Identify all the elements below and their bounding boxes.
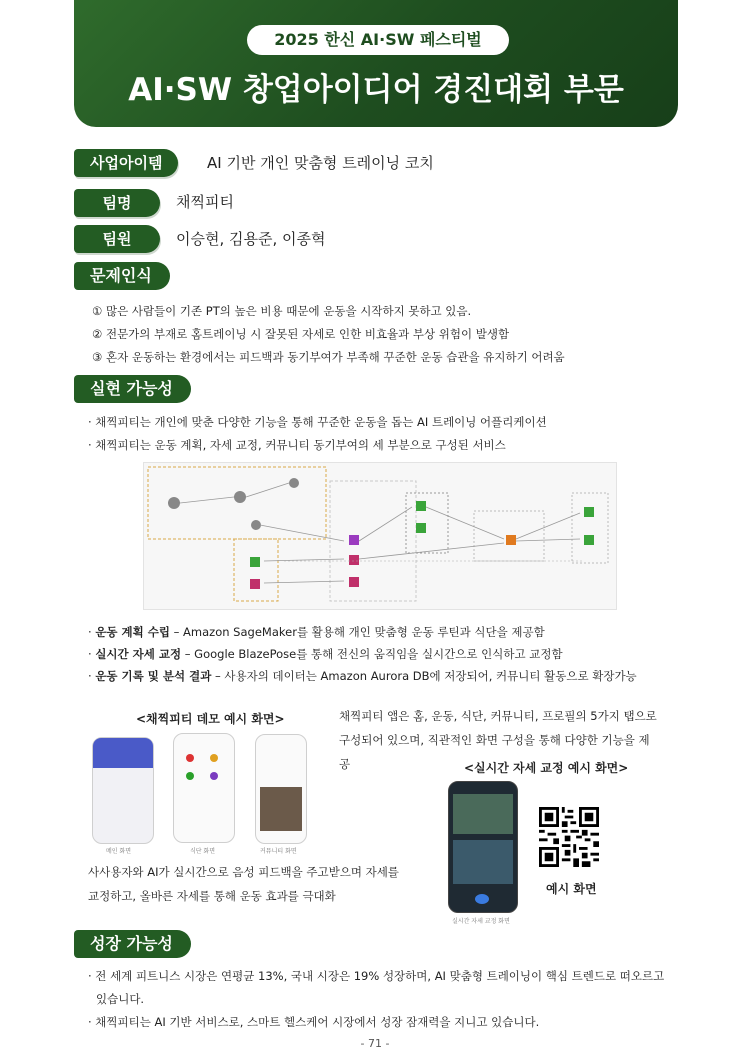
feature-item: · 운동 기록 및 분석 결과 – 사용자의 데이터는 Amazon Aurora DB에 저장되어, 커뮤니티 활동으로 확장가능 <box>88 669 637 683</box>
growth-section-title: 성장 가능성 <box>74 930 191 958</box>
growth-item: · 채찍피티는 AI 기반 서비스로, 스마트 헬스케어 시장에서 성장 잠재력을 지니고 있습니다. <box>88 1015 540 1029</box>
architecture-diagram <box>143 462 617 610</box>
problem-section-title: 문제인식 <box>74 262 170 290</box>
phone-caption: 실시간 자세 교정 화면 <box>452 918 510 925</box>
qr-code-icon <box>539 807 599 867</box>
diet-screen-mockup <box>173 733 235 843</box>
problem-item: ① 많은 사람들이 기존 PT의 높은 비용 때문에 운동을 시작하지 못하고 있음. <box>92 304 472 318</box>
business-item-value: AI 기반 개인 맞춤형 트레이닝 코치 <box>207 154 434 172</box>
demo-description: 채찍피티 앱은 홈, 운동, 식단, 커뮤니티, 프로필의 5가지 탭으로 구성되어 있으며, 직관적인 화면 구성을 통해 다양한 기능을 제공 <box>339 709 657 771</box>
main-screen-mockup <box>92 737 154 844</box>
feature-item: · 실시간 자세 교정 – Google BlazePose를 통해 전신의 움직임을 실시간으로 인식하고 교정함 <box>88 647 563 661</box>
team-name-label: 팀명 <box>74 189 160 217</box>
growth-item: 있습니다. <box>96 992 145 1006</box>
team-name-value: 채찍피티 <box>176 193 234 211</box>
qr-caption: 예시 화면 <box>546 882 597 896</box>
community-screen-mockup <box>255 734 307 844</box>
phone-caption: 커뮤니티 화면 <box>260 848 297 855</box>
phone-caption: 식단 화면 <box>190 848 216 855</box>
festival-badge: 2025 한신 AI·SW 페스티벌 <box>247 25 509 55</box>
posture-caption: <실시간 자세 교정 예시 화면> <box>464 761 629 775</box>
team-members-value: 이승현, 김용준, 이종혁 <box>176 230 326 248</box>
feasibility-intro: · 채찍피티는 운동 계획, 자세 교정, 커뮤니티 동기부여의 세 부분으로 구성된 서비스 <box>88 438 506 452</box>
team-members-label: 팀원 <box>74 225 160 253</box>
feature-item: · 운동 계획 수립 – Amazon SageMaker를 활용해 개인 맞춤형 운동 루틴과 식단을 제공함 <box>88 625 545 639</box>
page-title: AI·SW 창업아이디어 경진대회 부문 <box>128 72 624 108</box>
feasibility-section-title: 실현 가능성 <box>74 375 191 403</box>
posture-screen-mockup <box>448 781 518 913</box>
demo-caption: <채찍피티 데모 예시 화면> <box>136 712 285 726</box>
problem-item: ③ 혼자 운동하는 환경에서는 피드백과 동기부여가 부족해 꾸준한 운동 습관을 유지하기 어려움 <box>92 350 565 364</box>
growth-item: · 전 세계 피트니스 시장은 연평균 13%, 국내 시장은 19% 성장하며, AI 맞춤형 트레이닝이 핵심 트렌드로 떠오르고 <box>88 969 665 983</box>
business-item-label: 사업아이템 <box>74 149 178 177</box>
posture-description: 사사용자와 AI가 실시간으로 음성 피드백을 주고받으며 자세를 교정하고, 올바른 자세를 통해 운동 효과를 극대화 <box>88 865 399 903</box>
feasibility-intro: · 채찍피티는 개인에 맞춘 다양한 기능을 통해 꾸준한 운동을 돕는 AI 트레이닝 어플리케이션 <box>88 415 547 429</box>
phone-caption: 메인 화면 <box>106 848 132 855</box>
problem-item: ② 전문가의 부재로 홈트레이닝 시 잘못된 자세로 인한 비효율과 부상 위험이 발생함 <box>92 327 510 341</box>
page-number: - 71 - <box>360 1037 390 1050</box>
